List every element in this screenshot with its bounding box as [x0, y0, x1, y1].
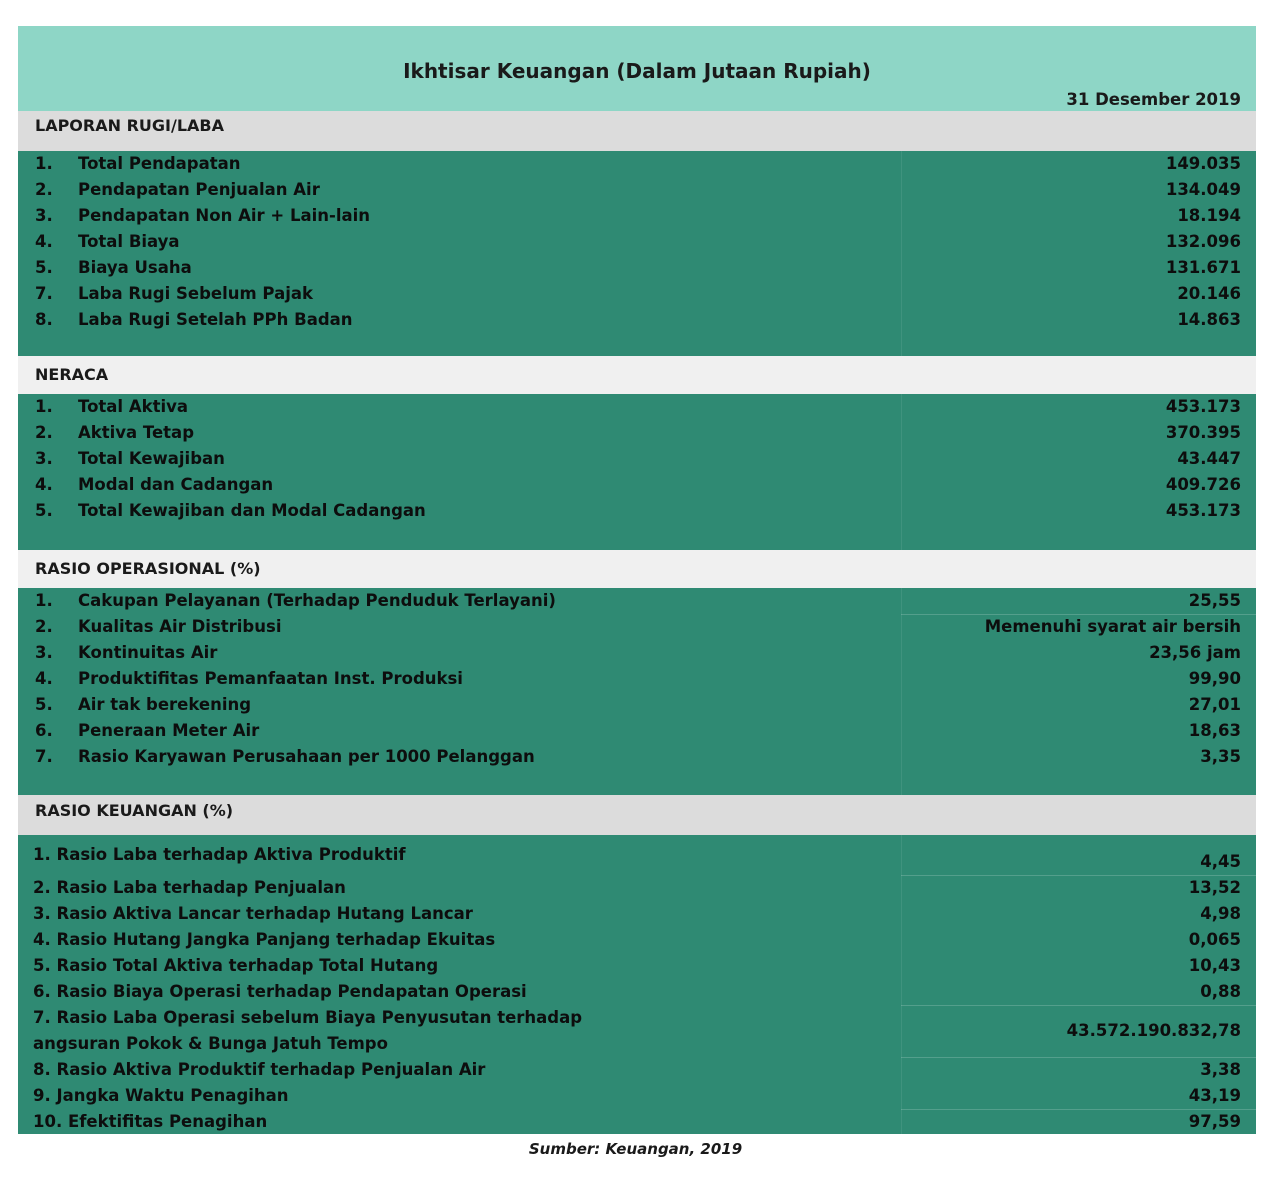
row-number: 1.	[35, 591, 53, 610]
row-value: 13,52	[1188, 878, 1241, 897]
table-row	[18, 640, 1256, 666]
row-label: Rasio Karyawan Perusahaan per 1000 Pelanggan	[78, 747, 535, 766]
row-value: 20.146	[1177, 284, 1241, 303]
table-row	[18, 203, 1256, 229]
row-label: Aktiva Tetap	[78, 423, 195, 442]
table-row	[18, 151, 1256, 177]
row-label: Biaya Usaha	[78, 258, 192, 277]
row-number: 3.	[35, 643, 53, 662]
row-label: Total Pendapatan	[78, 154, 241, 173]
row-value: 453.173	[1165, 501, 1241, 520]
section-body-neraca	[18, 394, 1256, 550]
row-number: 8.	[35, 310, 53, 329]
row-value: 370.395	[1165, 423, 1241, 442]
row-number: 2.	[35, 423, 53, 442]
table-row	[18, 446, 1256, 472]
table-row	[18, 472, 1256, 498]
row-label: 9. Jangka Waktu Penagihan	[33, 1086, 289, 1105]
row-label: Pendapatan Non Air + Lain-lain	[78, 206, 371, 225]
row-value: 43.447	[1177, 449, 1241, 468]
section-body-rasio-keuangan	[18, 835, 1256, 1134]
row-number: 2.	[35, 180, 53, 199]
row-value: 14.863	[1177, 310, 1241, 329]
row-label: Kontinuitas Air	[78, 643, 218, 662]
row-label: 8. Rasio Aktiva Produktif terhadap Penjualan Air	[33, 1060, 486, 1079]
row-value: 27,01	[1188, 695, 1241, 714]
table-row	[18, 901, 1256, 927]
table-row	[18, 744, 1256, 770]
row-label: Laba Rugi Sebelum Pajak	[78, 284, 313, 303]
table-row	[18, 281, 1256, 307]
table-row	[18, 927, 1256, 953]
row-label: Total Biaya	[78, 232, 180, 251]
table-row	[18, 588, 1256, 614]
row-label: Cakupan Pelayanan (Terhadap Penduduk Terlayani)	[78, 591, 556, 610]
row-value: 132.096	[1165, 232, 1241, 251]
row-value: 10,43	[1188, 956, 1241, 975]
row-label: Modal dan Cadangan	[78, 475, 274, 494]
row-label: Produktifitas Pemanfaatan Inst. Produksi	[78, 669, 463, 688]
table-row	[18, 498, 1256, 524]
table-row	[18, 979, 1256, 1005]
row-label: 2. Rasio Laba terhadap Penjualan	[33, 878, 346, 897]
table-row	[18, 1057, 1256, 1083]
section-body-rasio-operasional	[18, 588, 1256, 795]
table-row	[18, 307, 1256, 333]
table-row	[18, 953, 1256, 979]
row-number: 1.	[35, 397, 53, 416]
row-number: 3.	[35, 206, 53, 225]
row-value: 4,98	[1200, 904, 1241, 923]
table-row	[18, 1109, 1256, 1135]
table-row	[18, 666, 1256, 692]
row-value: 4,45	[1200, 852, 1241, 871]
table-row	[18, 420, 1256, 446]
row-number: 3.	[35, 449, 53, 468]
table-row	[18, 692, 1256, 718]
source-caption: Sumber: Keuangan, 2019	[528, 1140, 743, 1158]
row-value: 43.572.190.832,78	[1066, 1021, 1241, 1040]
row-number: 5.	[35, 258, 53, 277]
table-row	[18, 177, 1256, 203]
row-number: 5.	[35, 501, 53, 520]
section-body-rugi-laba	[18, 151, 1256, 356]
row-label: Laba Rugi Setelah PPh Badan	[78, 310, 353, 329]
row-number: 7.	[35, 284, 53, 303]
row-value: 149.035	[1165, 154, 1241, 173]
table-row	[18, 394, 1256, 420]
row-value: 409.726	[1165, 475, 1241, 494]
row-value: 25,55	[1188, 591, 1241, 610]
row-value: 0,065	[1188, 930, 1241, 949]
row-value: 18,63	[1188, 721, 1241, 740]
row-value: 131.671	[1165, 258, 1241, 277]
table-row	[18, 842, 1256, 875]
row-value: 453.173	[1165, 397, 1241, 416]
row-number: 6.	[35, 721, 53, 740]
section-title-neraca: NERACA	[18, 356, 1256, 394]
section-title-rugi-laba: LAPORAN RUGI/LABA	[18, 111, 1256, 151]
table-row	[18, 1005, 1256, 1057]
row-value: 97,59	[1188, 1112, 1241, 1131]
report-date: 31 Desember 2019	[1066, 90, 1241, 109]
row-label: 4. Rasio Hutang Jangka Panjang terhadap Ekuitas	[33, 930, 496, 949]
section-title-rasio-keuangan: RASIO KEUANGAN (%)	[18, 795, 1256, 835]
row-value: 23,56 jam	[1149, 643, 1241, 662]
row-label: 10. Efektifitas Penagihan	[33, 1112, 268, 1131]
row-label: Total Aktiva	[78, 397, 188, 416]
row-value: 43,19	[1188, 1086, 1241, 1105]
row-value: 0,88	[1200, 982, 1241, 1001]
row-label: Total Kewajiban dan Modal Cadangan	[78, 501, 426, 520]
table-header	[18, 26, 1256, 111]
row-value: 18.194	[1177, 206, 1241, 225]
row-number: 4.	[35, 669, 53, 688]
row-value: 99,90	[1188, 669, 1241, 688]
row-label: 3. Rasio Aktiva Lancar terhadap Hutang Lancar	[33, 904, 473, 923]
row-value: 134.049	[1165, 180, 1241, 199]
row-label: Pendapatan Penjualan Air	[78, 180, 320, 199]
row-value: Memenuhi syarat air bersih	[984, 617, 1241, 636]
table-row	[18, 255, 1256, 281]
table-title: Ikhtisar Keuangan (Dalam Jutaan Rupiah)	[403, 59, 871, 83]
row-label: Kualitas Air Distribusi	[78, 617, 282, 636]
row-value: 3,38	[1200, 1060, 1241, 1079]
row-number: 5.	[35, 695, 53, 714]
table-row	[18, 1083, 1256, 1109]
section-title-rasio-operasional: RASIO OPERASIONAL (%)	[18, 550, 1256, 588]
table-row	[18, 614, 1256, 640]
row-label: 1. Rasio Laba terhadap Aktiva Produktif	[33, 845, 406, 864]
row-label: Peneraan Meter Air	[78, 721, 260, 740]
row-number: 4.	[35, 232, 53, 251]
table-row	[18, 875, 1256, 901]
financial-summary-table	[18, 26, 1256, 1134]
row-label: 5. Rasio Total Aktiva terhadap Total Hutang	[33, 956, 439, 975]
row-number: 4.	[35, 475, 53, 494]
row-label: 6. Rasio Biaya Operasi terhadap Pendapatan Operasi	[33, 982, 527, 1001]
table-row	[18, 718, 1256, 744]
row-value: 3,35	[1200, 747, 1241, 766]
row-number: 2.	[35, 617, 53, 636]
row-number: 7.	[35, 747, 53, 766]
row-label: Total Kewajiban	[78, 449, 225, 468]
row-number: 1.	[35, 154, 53, 173]
table-row	[18, 229, 1256, 255]
row-label: Air tak berekening	[78, 695, 252, 714]
row-label: 7. Rasio Laba Operasi sebelum Biaya Penyusutan terhadap angsuran Pokok & Bunga Jatuh Tempo	[33, 1008, 583, 1053]
